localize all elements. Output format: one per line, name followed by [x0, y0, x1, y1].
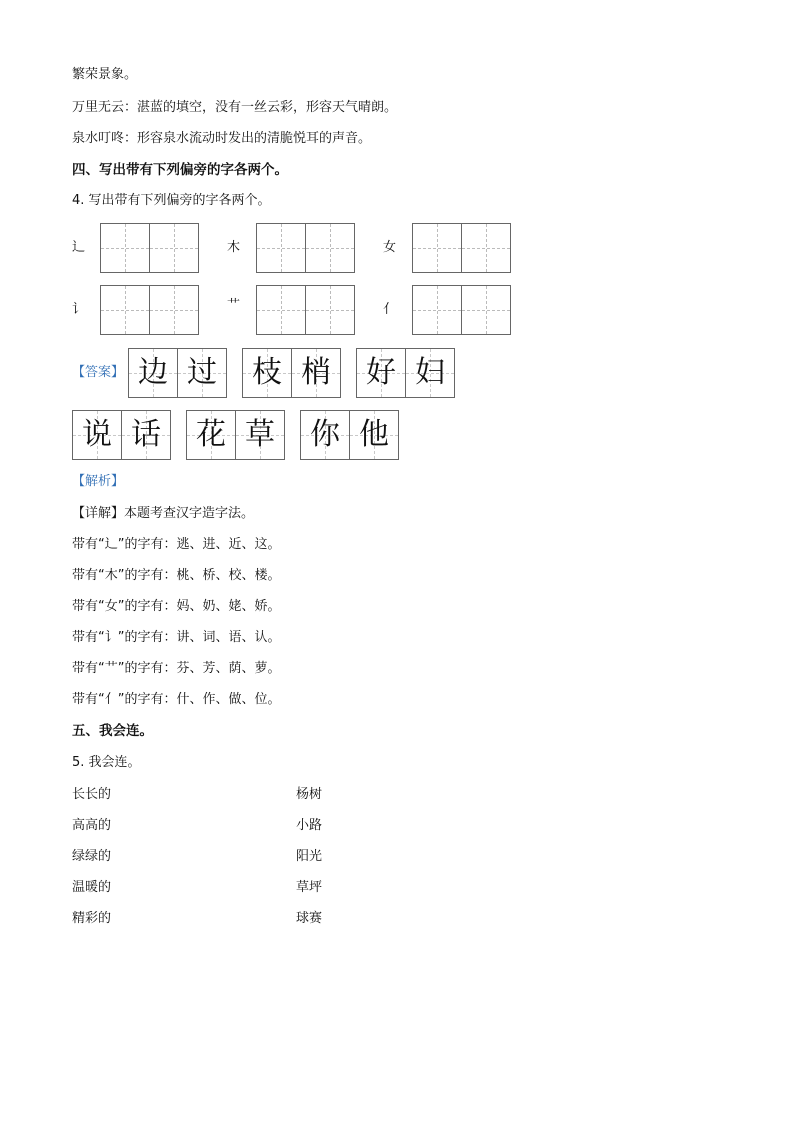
answer-char: 草 [236, 410, 285, 460]
answer-tag: 【答案】 [72, 365, 125, 380]
writing-grid[interactable] [100, 223, 200, 273]
grid-cell[interactable] [256, 285, 306, 335]
detail-line [72, 506, 254, 522]
analysis-tag: 【解析】 [72, 474, 125, 489]
intro-line-1: 繁荣景象。 [72, 67, 138, 82]
answer-char: 过 [178, 348, 227, 398]
intro-line-2: 万里无云：湛蓝的填空，没有一丝云彩，形容天气晴朗。 [72, 100, 398, 115]
answer-char-pair [72, 410, 171, 460]
radical-label: 讠 [72, 302, 86, 317]
answer-char: 边 [128, 348, 178, 398]
radical-label: 亻 [383, 302, 397, 317]
analysis-line: 带有“讠”的字有：讲、词、语、认。 [72, 630, 281, 645]
match-right-item[interactable]: 小路 [296, 818, 323, 833]
match-left-item[interactable]: 长长的 [72, 787, 112, 802]
answer-char-pair [300, 410, 399, 460]
writing-grid[interactable] [100, 285, 200, 335]
radical-label: 艹 [227, 298, 241, 313]
detail-tag: 【详解】 [72, 506, 125, 521]
answer-char: 梢 [292, 348, 341, 398]
analysis-line: 带有“木”的字有：桃、桥、校、楼。 [72, 568, 281, 583]
radical-label: 辶 [72, 240, 86, 255]
match-left-item[interactable]: 绿绿的 [72, 849, 112, 864]
grid-cell[interactable] [100, 285, 150, 335]
grid-cell[interactable] [306, 285, 355, 335]
match-left-item[interactable]: 精彩的 [72, 911, 112, 926]
answer-char: 你 [300, 410, 350, 460]
grid-cell[interactable] [412, 285, 462, 335]
answer-char: 话 [122, 410, 171, 460]
section5-heading: 五、我会连。 [72, 723, 153, 739]
grid-cell[interactable] [306, 223, 355, 273]
grid-cell[interactable] [150, 223, 199, 273]
match-right-item[interactable]: 草坪 [296, 880, 323, 895]
analysis-line: 带有“艹”的字有：芬、芳、荫、萝。 [72, 661, 281, 676]
analysis-line: 带有“女”的字有：妈、奶、姥、娇。 [72, 599, 281, 614]
grid-cell[interactable] [412, 223, 462, 273]
radical-label: 木 [227, 240, 241, 255]
match-left-item[interactable]: 温暖的 [72, 880, 112, 895]
grid-cell[interactable] [462, 223, 511, 273]
match-right-item[interactable]: 阳光 [296, 849, 323, 864]
grid-cell[interactable] [462, 285, 511, 335]
answer-char: 说 [72, 410, 122, 460]
analysis-line: 带有“亻”的字有：什、作、做、位。 [72, 692, 281, 707]
writing-grid[interactable] [256, 285, 356, 335]
match-right-item[interactable]: 球赛 [296, 911, 323, 926]
answer-char: 好 [356, 348, 406, 398]
answer-char-pair [242, 348, 341, 398]
answer-char: 他 [350, 410, 399, 460]
answer-char-pair [128, 348, 227, 398]
answer-char: 妇 [406, 348, 455, 398]
radical-label: 女 [383, 240, 397, 255]
analysis-line: 带有“辶”的字有：逃、进、近、这。 [72, 537, 281, 552]
section4-heading: 四、写出带有下列偏旁的字各两个。 [72, 162, 288, 178]
answer-char: 花 [186, 410, 236, 460]
section4-question: 4. 写出带有下列偏旁的字各两个。 [72, 193, 271, 208]
writing-grid[interactable] [412, 223, 512, 273]
match-left-item[interactable]: 高高的 [72, 818, 112, 833]
grid-cell[interactable] [100, 223, 150, 273]
grid-cell[interactable] [150, 285, 199, 335]
answer-char-pair [186, 410, 285, 460]
detail-text: 本题考查汉字造字法。 [124, 506, 255, 521]
answer-char-pair [356, 348, 455, 398]
grid-cell[interactable] [256, 223, 306, 273]
writing-grid[interactable] [256, 223, 356, 273]
writing-grid[interactable] [412, 285, 512, 335]
intro-line-3: 泉水叮咚：形容泉水流动时发出的清脆悦耳的声音。 [72, 131, 372, 146]
section5-question: 5. 我会连。 [72, 755, 141, 770]
answer-char: 枝 [242, 348, 292, 398]
match-right-item[interactable]: 杨树 [296, 787, 323, 802]
